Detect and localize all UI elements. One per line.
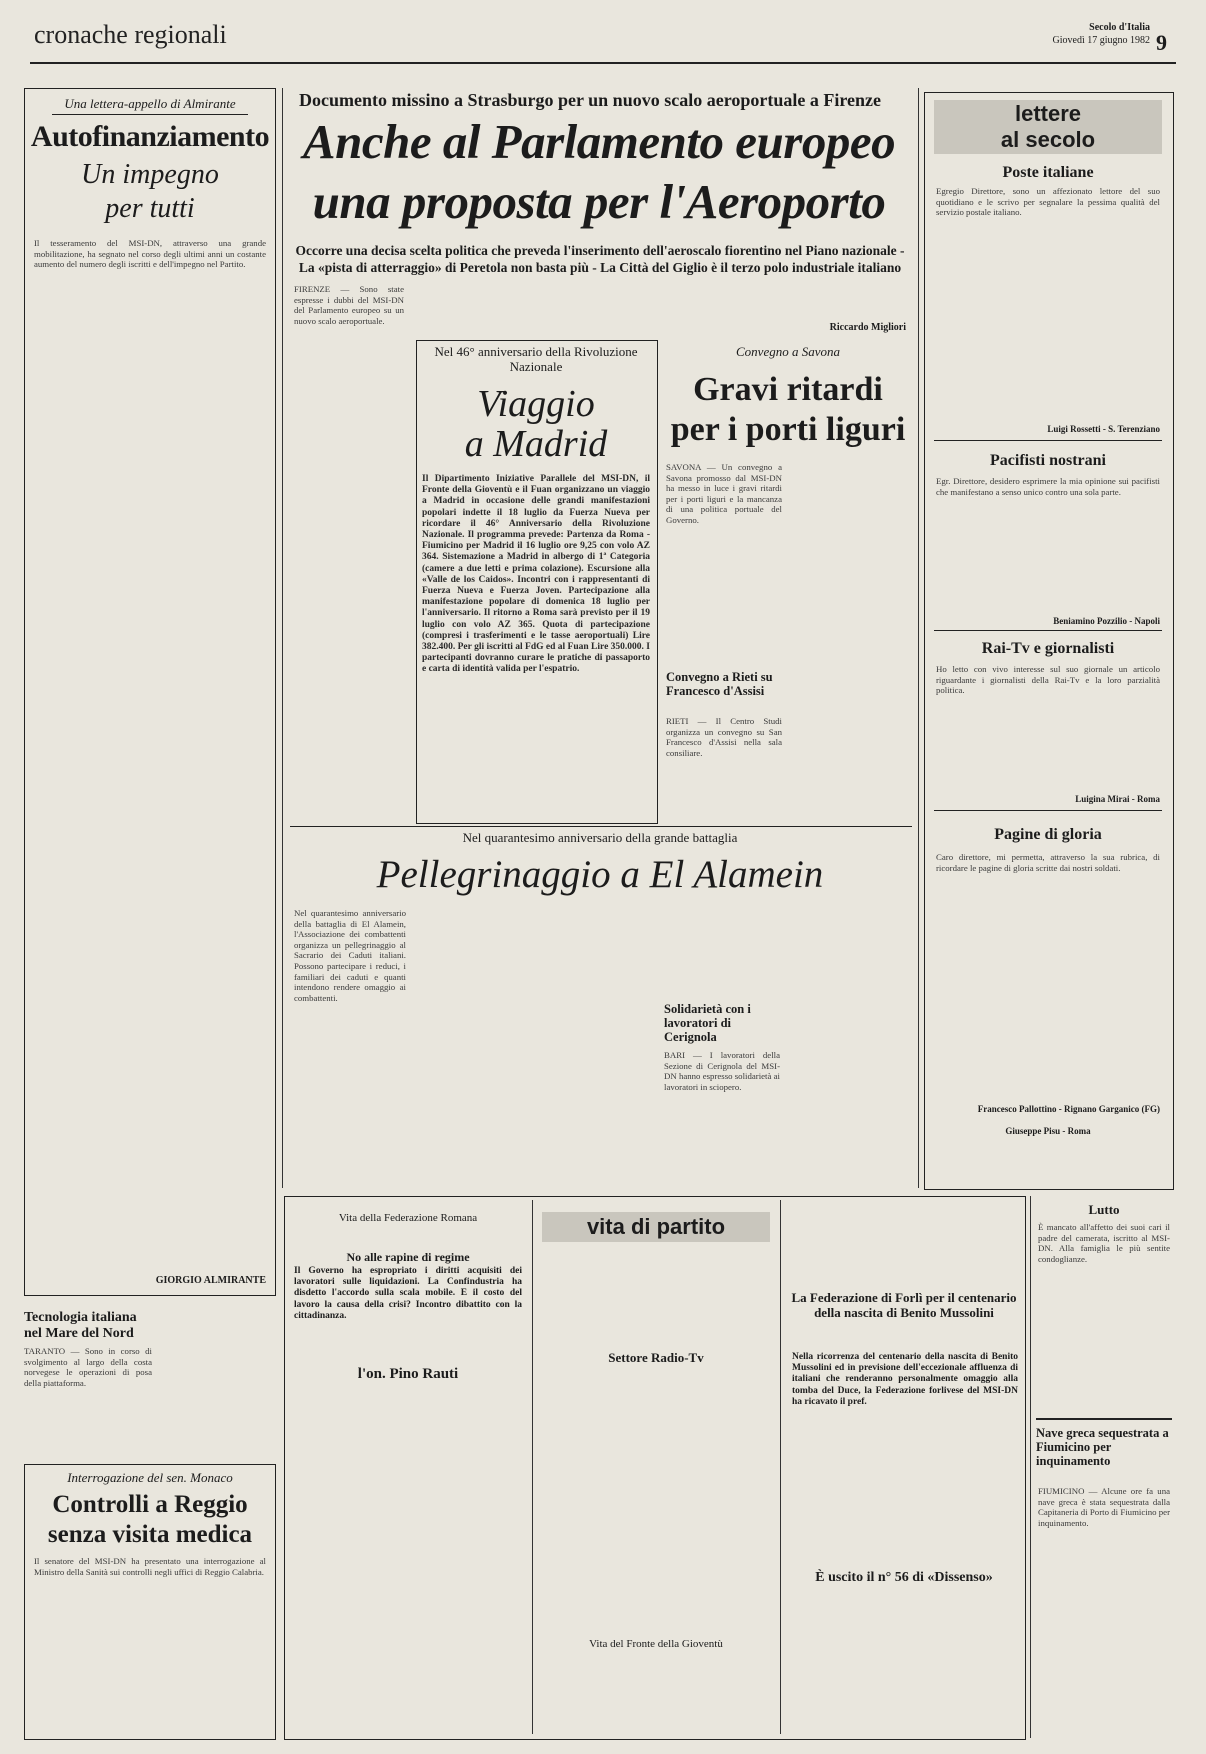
federazione-speaker: l'on. Pino Rauti (357, 1366, 459, 1382)
savona-body-col2 (790, 462, 908, 826)
lead-kicker: Documento missino a Strasburgo per un nuovo scalo aeroportuale a Firenze (298, 90, 881, 110)
savona-body: SAVONA — Un convegno a Savona promosso dal MSI-DN ha messo in luce i gravi ritardi per i porti liguri e la mancanza di una politica portuale del Governo. (666, 462, 782, 525)
letters-header-1: lettere (1014, 101, 1082, 126)
col1-body (34, 238, 266, 1264)
fronte-title: Vita del Fronte della Gioventù (589, 1638, 723, 1650)
alamein-body: Nel quarantesimo anniversario della battaglia di El Alamein, l'Associazione dei combattenti organizza un pellegrinaggio al Sacrario dei Caduti italiani. Possono partecipare i reduci, i familiari dei caduti e quanti intendono rendere omaggio ai combattenti. (294, 908, 406, 1003)
letter-4-signature: Francesco Pallottino - Rignano Garganico (FG) (977, 1104, 1160, 1114)
lutto-body: È mancato all'affetto dei suoi cari il padre del camerata, iscritto al MSI-DN. Alla famiglia le più sentite condoglianze. (1038, 1222, 1170, 1264)
cerignola-title: Solidarietà con i lavoratori di Cerignola (664, 1002, 751, 1044)
savona-title-1: Gravi ritardi (693, 371, 883, 408)
rieti-title: Convegno a Rieti su Francesco d'Assisi (666, 670, 773, 698)
col1-body-lead: Il tesseramento del MSI-DN, attraverso una grande mobilitazione, ha segnato nel corso degli ultimi anni un costante aumento del numero degli iscritti e dell'impegno nel Partito. (34, 238, 266, 270)
tech-body-cont (156, 1312, 274, 1458)
letter-1-body: Egregio Direttore, sono un affezionato lettore del suo quotidiano e le scrivo per segnalare la pessima qualità del servizio postale italiano. (936, 186, 1160, 218)
settore-title: Settore Radio-Tv (608, 1350, 704, 1365)
savona-title-2: per i porti liguri (670, 411, 906, 448)
letter-3-title: Rai-Tv e giornalisti (981, 640, 1115, 657)
letter-2-title: Pacifisti nostrani (990, 452, 1106, 469)
cerignola-body: BARI — I lavoratori della Sezione di Cerignola del MSI-DN hanno espresso solidarietà ai lavoratori in sciopero. (664, 1050, 780, 1092)
lead-dateline: FIRENZE — Sono state espresse i dubbi del MSI-DN del Parlamento europeo su un nuovo scalo aeroportuale. (294, 284, 404, 326)
paper-name: Secolo d'Italia (1089, 22, 1150, 33)
madrid-title-1: Viaggio (477, 383, 595, 425)
page-number: 9 (1156, 30, 1167, 55)
forli-title: La Federazione di Forlì per il centenario della nascita di Benito Mussolini (791, 1290, 1017, 1320)
alamein-headline: Pellegrinaggio a El Alamein (376, 853, 824, 896)
madrid-kicker: Nel 46° anniversario della Rivoluzione Nazionale (434, 344, 638, 374)
lead-body-col2 (294, 344, 412, 822)
letter-1-title: Poste italiane (1002, 164, 1094, 181)
letter-extra-signature: Giuseppe Pisu - Roma (1005, 1126, 1091, 1136)
col1-signature: GIORGIO ALMIRANTE (155, 1275, 266, 1286)
alamein-kicker: Nel quarantesimo anniversario della grande battaglia (462, 830, 738, 845)
lutto-title: Lutto (1088, 1202, 1120, 1217)
col1-title: Autofinanziamento (30, 120, 270, 153)
federazione-title: No alle rapine di regime (346, 1250, 470, 1264)
tech-body: TARANTO — Sono in corso di svolgimento al largo della costa norvegese le operazioni di posa della piattaforma. (24, 1346, 152, 1388)
lead-deck: Occorre una decisa scelta politica che preveda l'inserimento dell'aeroscalo fiorentino nel Piano nazionale - La «pista di atterraggio» di Peretola non basta più - La Città del Giglio è il terzo polo industriale italiano (295, 243, 905, 275)
lead-headline-2: una proposta per l'Aeroporto (312, 174, 886, 229)
rieti-body: RIETI — Il Centro Studi organizza un convegno su San Francesco d'Assisi nella sala consiliare. (666, 716, 782, 758)
monaco-body: Il senatore del MSI-DN ha presentato una interrogazione al Ministro della Sanità sui controlli negli uffici di Reggio Calabria. (34, 1556, 266, 1577)
issue-date: Giovedì 17 giugno 1982 (1052, 35, 1150, 46)
uscito-title: È uscito il n° 56 di «Dissenso» (815, 1570, 993, 1585)
letters-header-2: al secolo (1000, 127, 1096, 152)
col1-subtitle: Un impegno per tutti (81, 159, 219, 224)
forli-body: Nella ricorrenza del centenario della nascita di Benito Mussolini ed in previsione dell'eccezionale affluenza di italiani che renderanno personalmente omaggio alla tomba del Duce, la Federazione forlivese del MSI-DN ha ricavato il pref. (792, 1352, 1018, 1407)
federazione-body: Il Governo ha espropriato i diritti acquisiti dei lavoratori sulle liquidazioni. La Confindustria ha disdetto l'accordo sulla scala mobile. E il costo del lavoro la causa della crisi? Incontro dibattito con la cittadinanza. (294, 1266, 522, 1321)
vita-banner: vita di partito (586, 1214, 726, 1239)
section-title: cronache regionali (34, 20, 227, 49)
savona-kicker: Convegno a Savona (736, 344, 840, 359)
letter-3-signature: Luigina Mirai - Roma (1075, 794, 1160, 804)
letter-2-body: Egr. Direttore, desidero esprimere la mia opinione sui pacifisti che manifestano a senso unico contro una sola parte. (936, 476, 1160, 497)
federazione-header: Vita della Federazione Romana (338, 1212, 478, 1224)
tech-title: Tecnologia italiana nel Mare del Nord (24, 1310, 137, 1341)
madrid-body: Il Dipartimento Iniziative Parallele del MSI-DN, il Fronte della Gioventù e il Fuan organizzano un viaggio a Madrid in occasione delle grandi manifestazioni popolari indette il 18 luglio da Fuerza Nueva per ricordare il 46° Anniversario della Rivoluzione Nazionale. Il programma prevede: Partenza da Roma - Fiumicino per Madrid il 16 luglio ore 9,25 con volo AZ 364. Sistemazione a Madrid in albergo di 1ª Categoria (camere a due letti e prima colazione). Escursione alla «Valle de los Caidos». Incontri con i rappresentanti di Fuerza Nueva e Fuerza Joven. Partecipazione alla manifestazione popolare di domenica 18 luglio per l'anniversario. Il ritorno a Roma sarà previsto per il 19 luglio con volo AZ 365. Quota di partecipazione (compresi i trasferimenti e le tasse aeroportuali) Lire 382.400. Per gli iscritti al FdG ed al Fuan Lire 350.000. I partecipanti dovranno curare le pratiche di passaporto e carta di identità valida per l'espatrio. (422, 474, 650, 675)
letter-3-body: Ho letto con vivo interesse sul suo giornale un articolo riguardante i giornalisti della Rai-Tv e la loro parzialità politica. (936, 664, 1160, 696)
monaco-kicker: Interrogazione del sen. Monaco (67, 1470, 233, 1485)
monaco-title: Controlli a Reggio senza visita medica (47, 1491, 253, 1548)
lead-signature: Riccardo Migliori (829, 322, 906, 333)
greca-body: FIUMICINO — Alcune ore fa una nave greca è stata sequestrata dalla Capitaneria di Porto di Fiumicino per inquinamento. (1038, 1486, 1170, 1528)
masthead-rule (30, 62, 1176, 64)
col1-kicker: Una lettera-appello di Almirante (64, 96, 236, 111)
lead-headline-1: Anche al Parlamento europeo (302, 114, 896, 169)
letter-4-body: Caro direttore, mi permetta, attraverso la sua rubrica, di ricordare le pagine di gloria scritte dai nostri soldati. (936, 852, 1160, 873)
greca-title: Nave greca sequestrata a Fiumicino per inquinamento (1036, 1426, 1169, 1468)
letter-2-signature: Beniamino Pozzilio - Napoli (1053, 616, 1160, 626)
letter-4-title: Pagine di gloria (994, 826, 1102, 843)
letter-1-signature: Luigi Rossetti - S. Terenziano (1047, 424, 1160, 434)
madrid-title-2: a Madrid (464, 423, 608, 465)
